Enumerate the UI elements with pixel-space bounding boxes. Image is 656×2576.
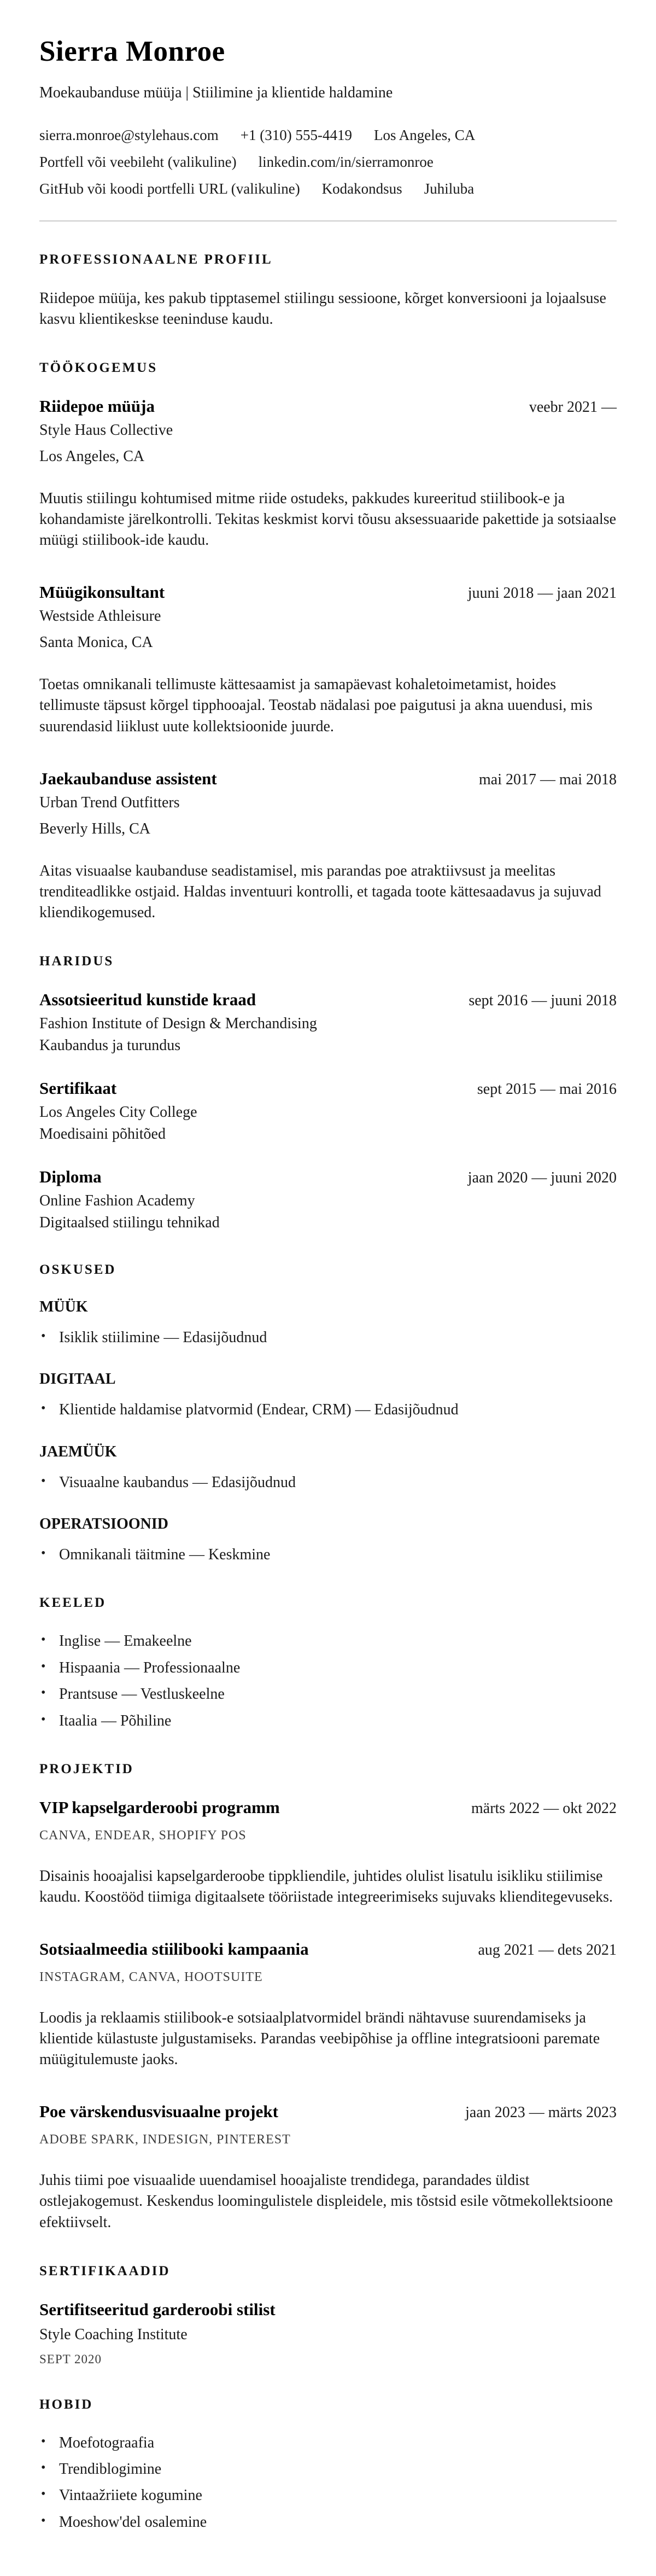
section-certifications	[39, 2264, 617, 2367]
section-languages	[39, 1595, 617, 1731]
experience-entry	[39, 582, 617, 737]
profile-summary: Riidepoe müüja, kes pakub tipptasemel stiilingu sessioone, kõrget konversiooni ja lojaalsuse kasvu klientikeskse teeninduse kaudu.	[39, 290, 606, 328]
skill-item: • Omnikanali täitmine — Keskmine	[39, 1545, 617, 1565]
experience-entry	[39, 397, 617, 551]
contact-row-1	[39, 127, 617, 144]
project-entry	[39, 1798, 617, 1908]
certification-date: SEPT 2020	[39, 2352, 102, 2366]
project-description: Loodis ja reklaamis stiilibook-e sotsiaalplatvormidel brändi nähtavuse suurendamiseks ja klientide külastuste julgustamiseks. Parandas veebipõhise ja offline integratsiooni paremate müügitulemuste jaoks.	[39, 2009, 600, 2068]
section-heading-profile: PROFESSIONAALNE PROFIIL	[39, 252, 273, 267]
skill-group	[39, 1298, 617, 1348]
language-item: • Itaalia — Põhiline	[39, 1711, 617, 1731]
contact-row-3	[39, 180, 617, 197]
job-dates: veebr 2021 —	[529, 399, 617, 416]
job-company: Style Haus Collective	[39, 422, 173, 439]
education-school: Los Angeles City College	[39, 1103, 197, 1121]
hobby-item: • Trendiblogimine	[39, 2460, 617, 2479]
education-entry	[39, 1167, 617, 1232]
section-heading-skills: OSKUSED	[39, 1262, 116, 1277]
contact-driving-license: Juhiluba	[424, 180, 475, 197]
job-description: Toetas omnikanali tellimuste kättesaamist ja samapäevast kohaletoimetamist, hoides tellimuste täpsust kõrgel tipphooajal. Teostab nädalasi poe paigutusi ja akna uuendusi, mis suurendasid liiklust uute kollektsioonide juurde.	[39, 676, 593, 735]
section-hobbies	[39, 2397, 617, 2533]
project-description: Disainis hooajalisi kapselgarderoobe tippkliendile, juhtides olulist lisatulu isikliku stiilimise kaudu. Koostööd tiimiga digitaalsete tööriistade integreerimiseks sujuvaks klienditegevuseks.	[39, 1867, 613, 1906]
job-location: Beverly Hills, CA	[39, 820, 150, 837]
section-heading-projects: PROJEKTID	[39, 1761, 134, 1776]
section-heading-experience: TÖÖKOGEMUS	[39, 360, 158, 376]
hobby-item: • Moeshow'del osalemine	[39, 2513, 617, 2532]
job-company: Westside Athleisure	[39, 608, 161, 625]
certification-entry	[39, 2300, 617, 2367]
section-profile	[39, 252, 617, 330]
job-title: Jaekaubanduse assistent	[39, 768, 217, 788]
section-projects	[39, 1762, 617, 2233]
project-description: Juhis tiimi poe visuaalide uuendamisel hooajaliste trendidega, parandades üldist ostlejakogemust. Keskendus loomingulistele displeidele, mis tõstsid esile võtmekollektsioone efektiivselt.	[39, 2172, 613, 2231]
project-dates: aug 2021 — dets 2021	[478, 1942, 617, 1959]
contact-row-2	[39, 154, 617, 171]
job-title: Müügikonsultant	[39, 582, 165, 602]
language-item: • Inglise — Emakeelne	[39, 1631, 617, 1651]
section-heading-languages: KEELED	[39, 1595, 107, 1611]
resume-header	[39, 35, 617, 222]
contact-portfolio: Portfell või veebileht (valikuline)	[39, 154, 237, 170]
education-field: Moedisaini põhitõed	[39, 1125, 166, 1143]
skill-list	[39, 1545, 617, 1565]
language-item: • Prantsuse — Vestluskeelne	[39, 1685, 617, 1704]
section-heading-hobbies: HOBID	[39, 2397, 93, 2412]
skill-group	[39, 1516, 617, 1565]
project-tools: CANVA, ENDEAR, SHOPIFY POS	[39, 1828, 247, 1843]
education-entry	[39, 1079, 617, 1143]
contact-citizenship: Kodakondsus	[321, 180, 402, 197]
contact-phone: +1 (310) 555-4419	[240, 127, 352, 143]
project-title: VIP kapselgarderoobi programm	[39, 1797, 280, 1817]
contact-email: sierra.monroe@stylehaus.com	[39, 127, 219, 143]
job-company: Urban Trend Outfitters	[39, 794, 180, 811]
candidate-name: Sierra Monroe	[39, 36, 225, 67]
job-location: Los Angeles, CA	[39, 448, 145, 465]
contact-github: GitHub või koodi portfelli URL (valikuline)	[39, 180, 300, 197]
job-dates: juuni 2018 — jaan 2021	[467, 585, 617, 602]
hobby-item: • Moefotograafia	[39, 2433, 617, 2453]
job-location: Santa Monica, CA	[39, 634, 153, 651]
section-skills	[39, 1262, 617, 1565]
experience-entry	[39, 769, 617, 923]
project-title: Sotsiaalmeedia stiilibooki kampaania	[39, 1939, 309, 1959]
hobby-list	[39, 2433, 617, 2533]
language-item: • Hispaania — Professionaalne	[39, 1658, 617, 1678]
skill-category: OPERATSIOONID	[39, 1516, 168, 1533]
candidate-tagline: Moekaubanduse müüja | Stiilimine ja klientide haldamine	[39, 84, 393, 101]
skill-group	[39, 1371, 617, 1420]
project-title: Poe värskendusvisuaalne projekt	[39, 2102, 278, 2122]
job-description: Muutis stiilingu kohtumised mitme riide ostudeks, pakkudes kureeritud stiilibook-e ja kohandamiste järelkontrolli. Tekitas keskmist korvi tõusu aksessuaaride pakettide ja sotsiaalse müügi stiilibook-ide kaudu.	[39, 490, 617, 549]
education-field: Digitaalsed stiilingu tehnikad	[39, 1214, 220, 1231]
education-dates: sept 2016 — juuni 2018	[468, 992, 617, 1009]
job-description: Aitas visuaalse kaubanduse seadistamisel, mis parandas poe atraktiivsust ja meelitas trenditeadlikke ostjaid. Haldas inventuuri kontrolli, et tagada toote kättesaadavus ja sujuvad kliendikogemused.	[39, 862, 601, 921]
skill-category: DIGITAAL	[39, 1371, 116, 1388]
skill-list	[39, 1400, 617, 1420]
certification-title: Sertifitseeritud garderoobi stilist	[39, 2299, 276, 2319]
project-entry	[39, 2102, 617, 2233]
skill-list	[39, 1328, 617, 1348]
education-degree: Sertifikaat	[39, 1078, 117, 1098]
section-heading-education: HARIDUS	[39, 953, 114, 969]
skill-item: • Visuaalne kaubandus — Edasijõudnud	[39, 1473, 617, 1493]
job-title: Riidepoe müüja	[39, 397, 155, 416]
project-entry	[39, 1939, 617, 2070]
project-tools: INSTAGRAM, CANVA, HOOTSUITE	[39, 1970, 263, 1985]
section-heading-certifications: SERTIFIKAADID	[39, 2263, 171, 2278]
education-degree: Diploma	[39, 1167, 102, 1186]
education-dates: sept 2015 — mai 2016	[477, 1080, 617, 1098]
contact-location: Los Angeles, CA	[373, 127, 476, 143]
education-entry	[39, 990, 617, 1054]
education-field: Kaubandus ja turundus	[39, 1036, 181, 1054]
education-school: Fashion Institute of Design & Merchandising	[39, 1015, 317, 1032]
skill-group	[39, 1443, 617, 1493]
header-divider	[39, 220, 617, 222]
skill-category: MÜÜK	[39, 1298, 88, 1315]
education-degree: Assotsieeritud kunstide kraad	[39, 989, 256, 1009]
skill-list	[39, 1473, 617, 1493]
section-experience	[39, 360, 617, 923]
language-list	[39, 1631, 617, 1731]
job-dates: mai 2017 — mai 2018	[479, 771, 617, 788]
skill-category: JAEMÜÜK	[39, 1443, 117, 1460]
project-dates: jaan 2023 — märts 2023	[465, 2104, 617, 2122]
project-tools: ADOBE SPARK, INDESIGN, PINTEREST	[39, 2132, 291, 2147]
education-dates: jaan 2020 — juuni 2020	[467, 1169, 617, 1186]
section-education	[39, 954, 617, 1232]
project-dates: märts 2022 — okt 2022	[471, 1799, 617, 1817]
certification-issuer: Style Coaching Institute	[39, 2326, 188, 2343]
education-school: Online Fashion Academy	[39, 1192, 195, 1209]
skill-item: • Isiklik stiilimine — Edasijõudnud	[39, 1328, 617, 1348]
skill-item: • Klientide haldamise platvormid (Endear, CRM) — Edasijõudnud	[39, 1400, 617, 1420]
contact-linkedin: linkedin.com/in/sierramonroe	[258, 154, 434, 170]
hobby-item: • Vintaažriiete kogumine	[39, 2486, 617, 2505]
